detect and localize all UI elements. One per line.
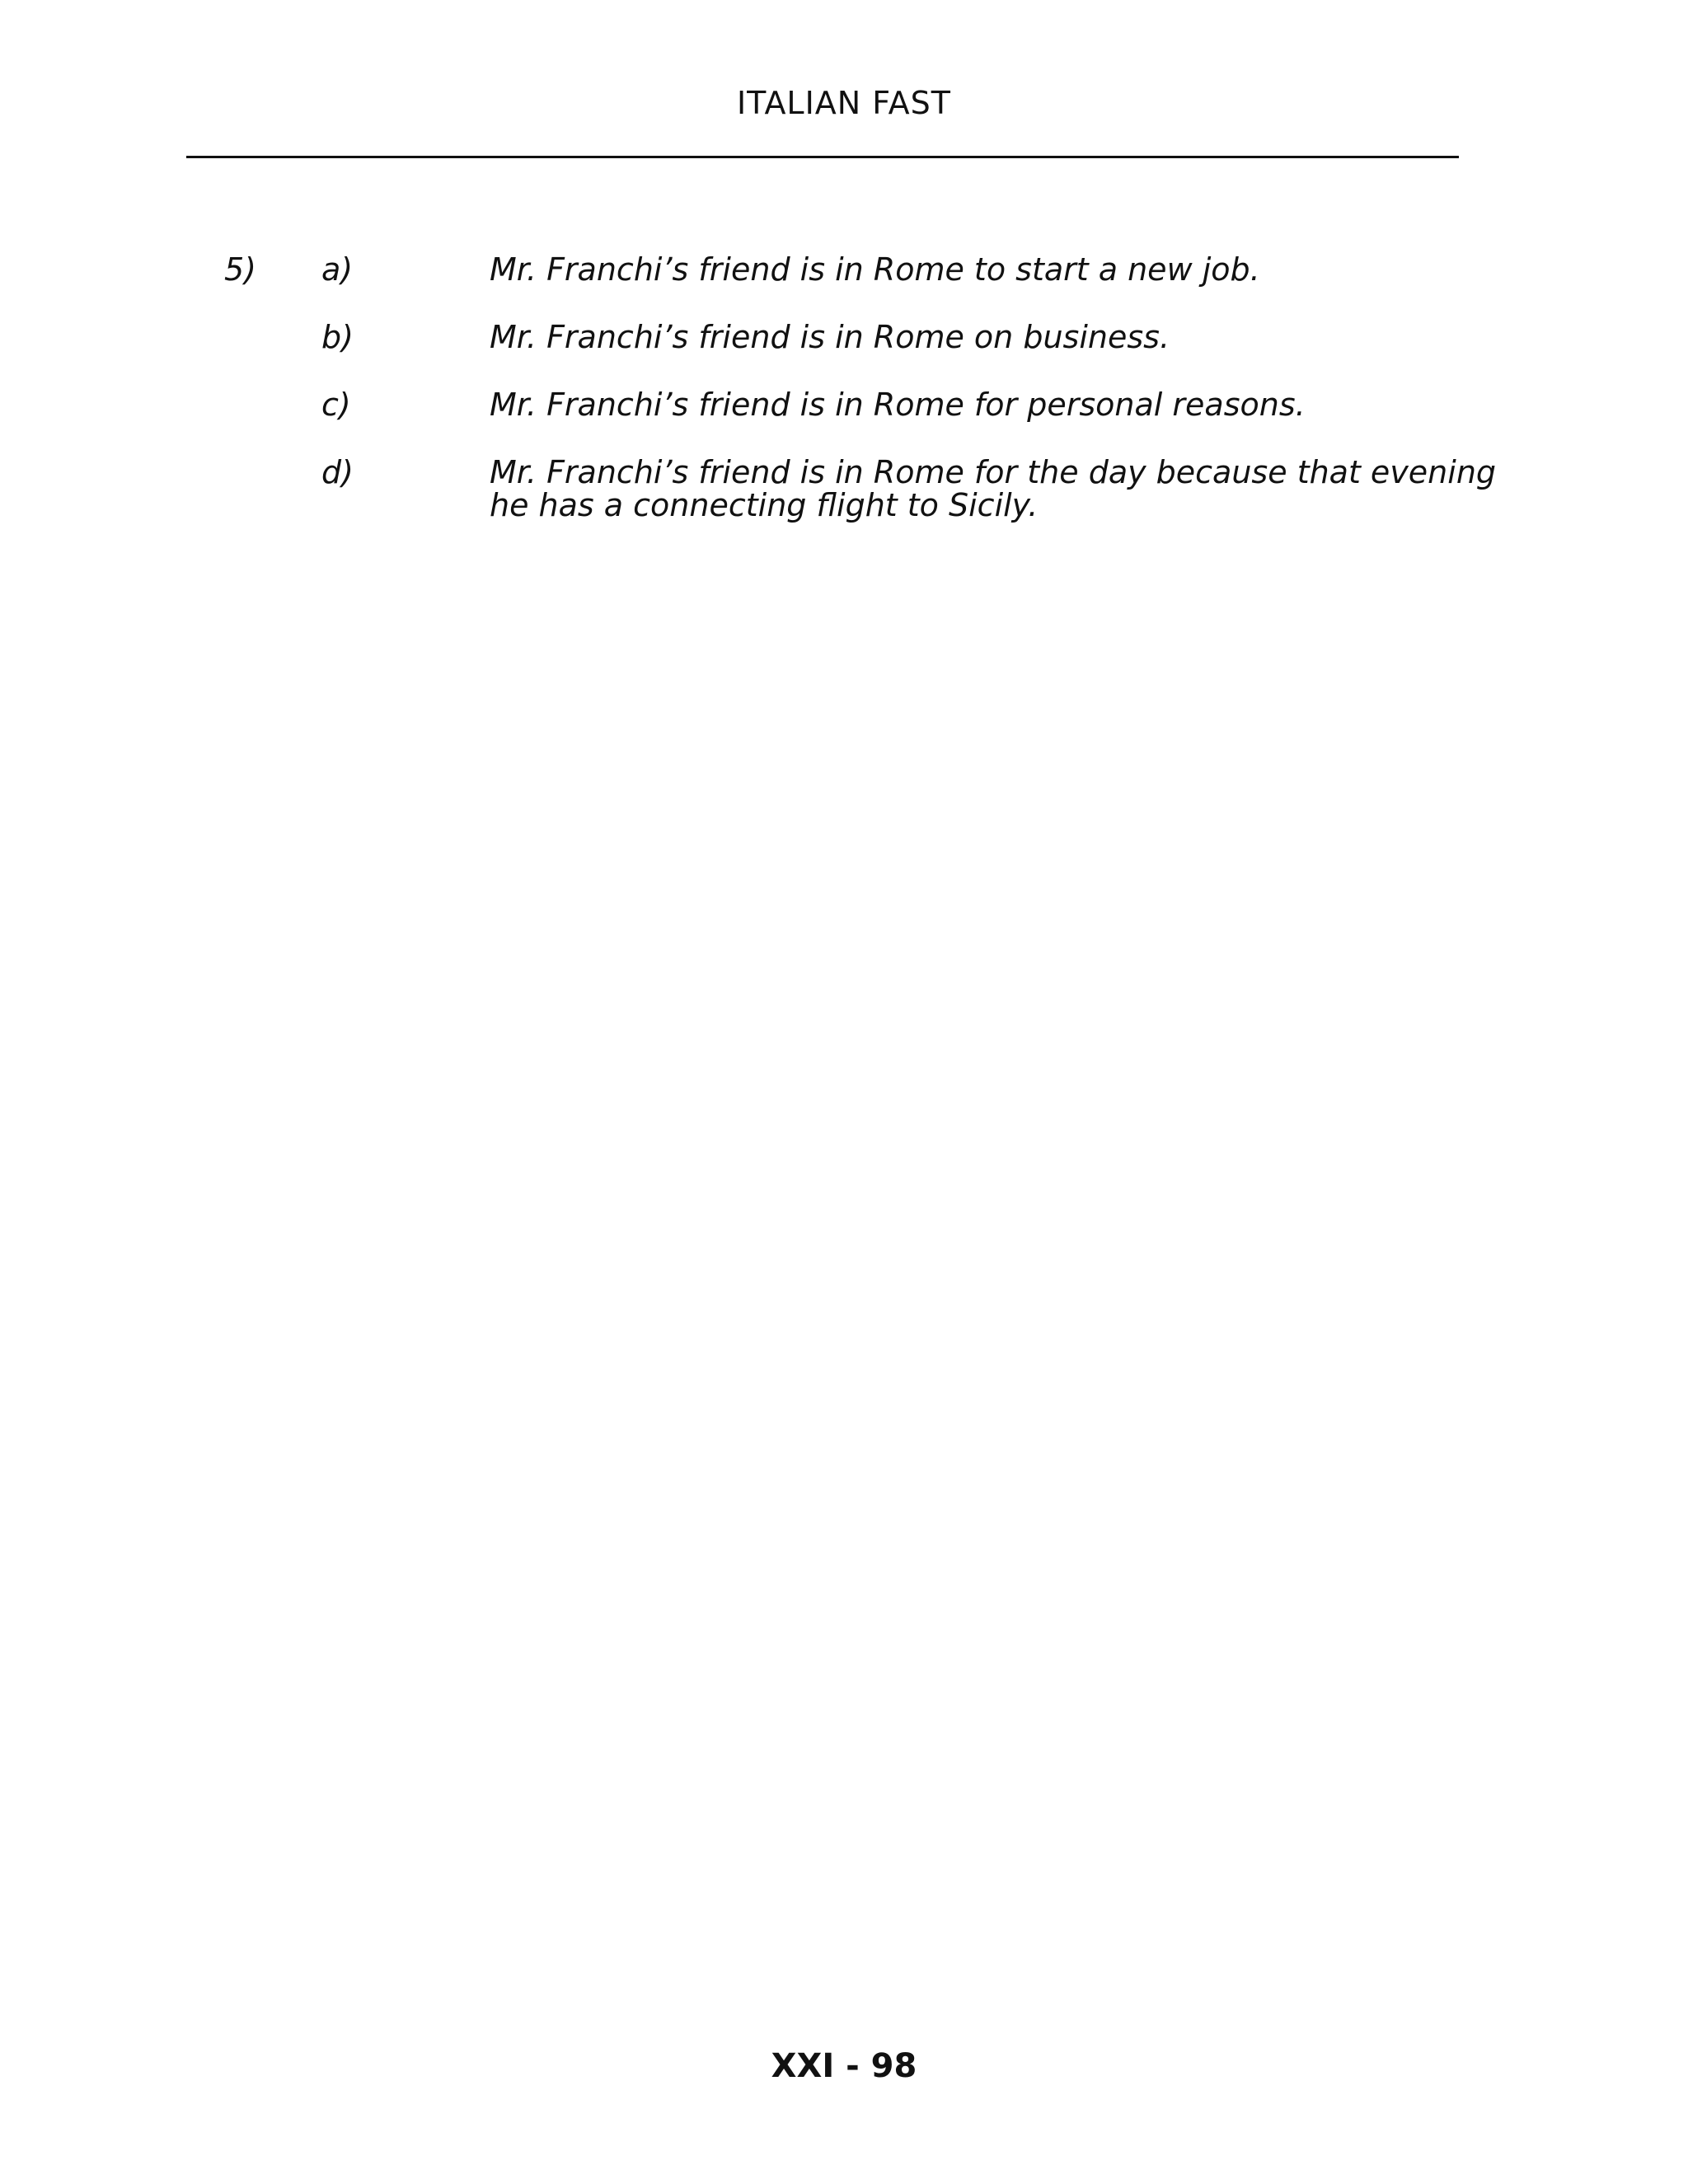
option-text: Mr. Franchi’s friend is in Rome to start a new job. [490,251,1260,288]
option-text: Mr. Franchi’s friend is in Rome on business. [490,319,1170,355]
option-letter: c) [321,387,351,423]
option-letter: a) [321,251,354,288]
option-letter: d) [321,454,354,490]
option-letter: b) [321,319,354,355]
question-number: 5) [224,251,257,288]
page-number: XXI - 98 [771,2047,917,2085]
option-text: Mr. Franchi’s friend is in Rome for the day because that evening he has a connecting flight to Sicily. [490,454,1497,523]
option-text: Mr. Franchi’s friend is in Rome for personal reasons. [490,387,1306,423]
running-head: ITALIAN FAST [736,85,952,121]
